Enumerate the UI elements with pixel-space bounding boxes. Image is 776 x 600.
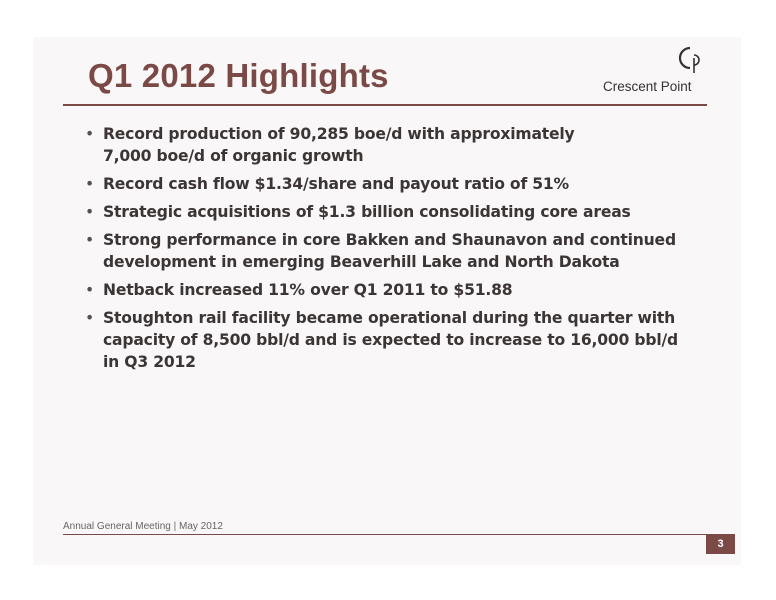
bullet-item	[85, 201, 715, 223]
bullet-icon: •	[85, 125, 94, 143]
bullet-item	[85, 123, 715, 167]
bullet-icon: •	[85, 309, 94, 327]
logo-text: Crescent Point	[603, 79, 692, 94]
slide-title: Q1 2012 Highlights	[88, 57, 389, 94]
footer-divider	[63, 534, 707, 535]
title-divider	[63, 104, 707, 106]
bullet-icon: •	[85, 175, 94, 193]
highlights-list	[85, 123, 715, 379]
bullet-item	[85, 229, 715, 273]
bullet-line: Stoughton rail facility became operational during the quarter with	[103, 309, 676, 327]
bullet-line: Netback increased 11% over Q1 2011 to $51.88	[103, 281, 513, 299]
bullet-icon: •	[85, 231, 94, 249]
bullet-icon: •	[85, 203, 94, 221]
slide	[33, 37, 741, 565]
bullet-item	[85, 307, 715, 373]
bullet-line: 7,000 boe/d of organic growth	[103, 147, 364, 165]
bullet-line: Record production of 90,285 boe/d with approximately	[103, 125, 575, 143]
bullet-line: capacity of 8,500 bbl/d and is expected to increase to 16,000 bbl/d	[103, 331, 678, 349]
bullet-item	[85, 173, 715, 195]
page-number-badge: 3	[706, 534, 735, 554]
footer-text: Annual General Meeting | May 2012	[63, 521, 223, 532]
bullet-item	[85, 279, 715, 301]
bullet-line: Record cash flow $1.34/share and payout ratio of 51%	[103, 175, 569, 193]
bullet-line: Strong performance in core Bakken and Shaunavon and continued	[103, 231, 676, 249]
bullet-line: in Q3 2012	[103, 353, 196, 371]
bullet-line: development in emerging Beaverhill Lake and North Dakota	[103, 253, 620, 271]
company-logo	[601, 46, 711, 102]
bullet-line: Strategic acquisitions of $1.3 billion consolidating core areas	[103, 203, 631, 221]
bullet-icon: •	[85, 281, 94, 299]
crescent-point-logo-icon	[677, 46, 703, 76]
